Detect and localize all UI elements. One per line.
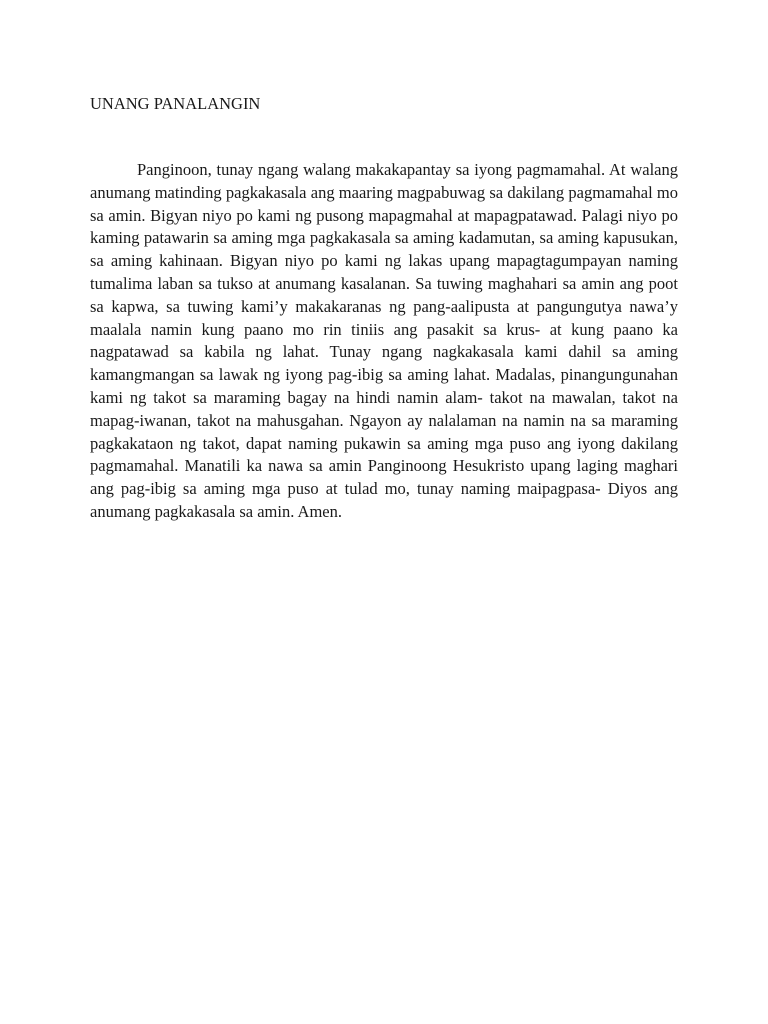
- document-title: UNANG PANALANGIN: [90, 94, 261, 113]
- document-body-paragraph: Panginoon, tunay ngang walang makakapantay sa iyong pagmamahal. At walang anumang matinding pagkakasala ang maaring magpabuwag sa dakilang pagmamahal mo sa amin. Bigyan niyo po kami ng pusong mapagmahal at mapagpatawad. Palagi niyo po kaming patawarin sa aming mga pagkakasala sa aming kadamutan, sa aming kapusukan, sa aming kahinaan. Bigyan niyo po kami ng lakas upang mapagtagumpayan naming tumalima laban sa tukso at anumang kasalanan. Sa tuwing maghahari sa amin ang poot sa kapwa, sa tuwing kami’y makakaranas ng pang-aalipusta at pangungutya nawa’y maalala namin kung paano mo rin tiniis ang pasakit sa krus- at kung paano ka nagpatawad sa kabila ng lahat. Tunay ngang nagkakasala kami dahil sa aming kamangmangan sa lawak ng iyong pag-ibig sa aming lahat. Madalas, pinangungunahan kami ng takot sa maraming bagay na hindi namin alam- takot na mawalan, takot na mapag-iwanan, takot na mahusgahan. Ngayon ay nalalaman na namin na sa maraming pagkakataon ng takot, dapat naming pukawin sa aming mga puso ang iyong dakilang pagmamahal. Manatili ka nawa sa amin Panginoong Hesukristo upang laging maghari ang pag-ibig sa aming mga puso at tulad mo, tunay naming maipagpasa- Diyos ang anumang pagkakasala sa amin. Amen.: [90, 160, 678, 521]
